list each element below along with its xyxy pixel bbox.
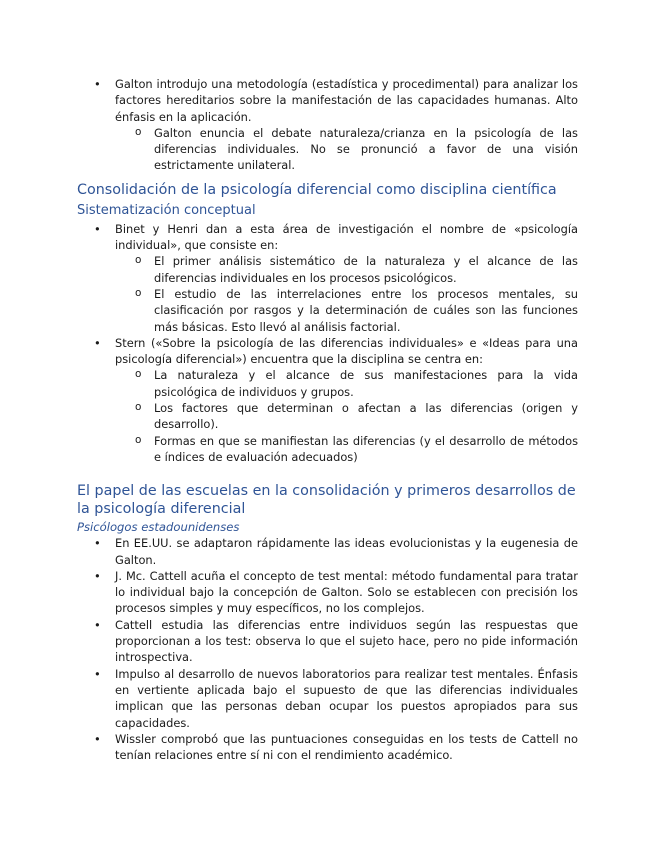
sub-bullet-interrelations: o El estudio de las interrelaciones entre los procesos mentales, su clasificación por rasgos y la determinación de cuáles son las funciones más básicas. Esto llevó al análisis factorial. [77,286,578,335]
sub-bullet-forms: o Formas en que se manifiestan las diferencias (y el desarrollo de métodos e índices de evaluación adecuados) [77,433,578,466]
bullet-wissler: • Wissler comprobó que las puntuaciones conseguidas en los tests de Cattell no tenían relaciones entre sí ni con el rendimiento académico. [77,731,578,764]
subheading-sistematizacion: Sistematización conceptual [77,202,256,218]
bullet-binet-henri: • Binet y Henri dan a esta área de investigación el nombre de «psicología individual», que consiste en: [77,221,578,254]
bullet-stern: • Stern («Sobre la psicología de las diferencias individuales» e «Ideas para una psicología diferencial») encuentra que la disciplina se centra en: [77,335,578,368]
sub-bullet-nature-scope: o La naturaleza y el alcance de sus manifestaciones para la vida psicológica de individuos y grupos. [77,367,578,400]
subheading-american-psychologists: Psicólogos estadounidenses [77,520,240,535]
bullet-galton-methodology: • Galton introdujo una metodología (estadística y procedimental) para analizar los factores hereditarios sobre la manifestación de las capacidades humanas. Alto énfasis en la aplicación. [77,76,578,125]
bullet-cattell-mental-test: • J. Mc. Cattell acuña el concepto de test mental: método fundamental para tratar lo individual bajo la concepción de Galton. Solo se establecen con precisión los procesos simples y muy específicos, no los complejos. [77,568,578,617]
page-content [77,76,578,763]
bullet-eeuu: • En EE.UU. se adaptaron rápidamente las ideas evolucionistas y la eugenesia de Galton. [77,535,578,568]
bullet-laboratories: • Impulso al desarrollo de nuevos laboratorios para realizar test mentales. Énfasis en vertiente aplicada bajo el supuesto de que las diferencias individuales implican que las personas deban ocupar los puestos apropiados para sus capacidades. [77,666,578,731]
sub-bullet-nature-nurture: o Galton enuncia el debate naturaleza/crianza en la psicología de las diferencias individuales. No se pronunció a favor de una visión estrictamente unilateral. [77,125,578,174]
sub-bullet-factors: o Los factores que determinan o afectan a las diferencias (origen y desarrollo). [77,400,578,433]
heading-consolidation: Consolidación de la psicología diferencial como disciplina científica [77,181,557,198]
heading-schools-role: El papel de las escuelas en la consolidación y primeros desarrollos de la psicología diferencial [77,483,576,518]
bullet-cattell-differences: • Cattell estudia las diferencias entre individuos según las respuestas que proporcionan a los test: observa lo que el sujeto hace, pero no pide información introspectiva. [77,617,578,666]
sub-bullet-first-analysis: o El primer análisis sistemático de la naturaleza y el alcance de las diferencias individuales en los procesos psicológicos. [77,253,578,286]
